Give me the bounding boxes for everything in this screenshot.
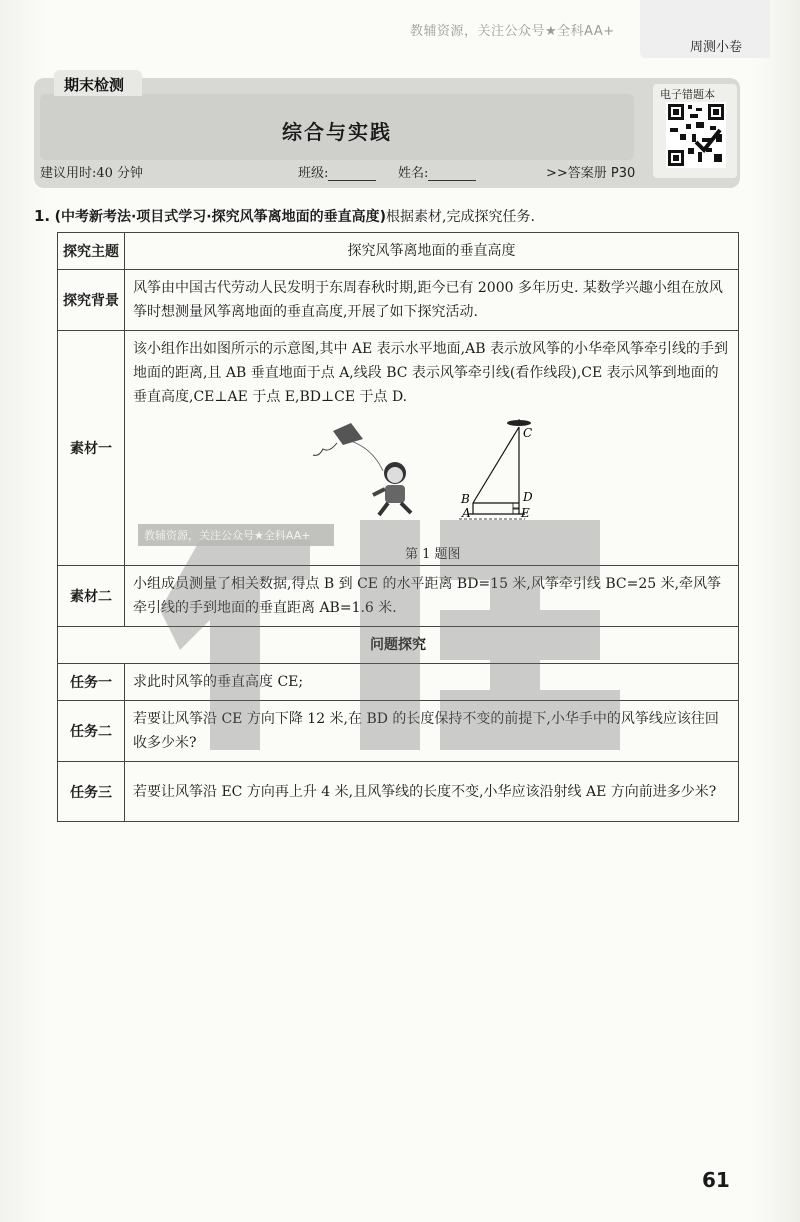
table-row [58,762,739,822]
class-label: 班级: [298,166,329,181]
row-content: 该小组作出如图所示的示意图,其中 AE 表示水平地面,AB 表示放风筝的小华牵风筝牵引线的手到地面的距离,且 AB 垂直地面于点 A,线段 BC 表示风筝牵引线(看作线段),CE 表示风筝到地面的垂直高度,CE⊥AE 于点 E,BD⊥CE 于点 D. [133,341,728,405]
table-row [58,566,739,627]
row-label: 素材一 [58,331,125,566]
section-tag: 期末检测 [54,70,142,96]
section-header-cell: 问题探究 [58,627,739,664]
geometry-diagram [459,419,533,520]
page-number: 61 [702,1168,730,1192]
point-e-label: E [521,506,530,520]
question-tag: (中考新考法·项目式学习·探究风筝离地面的垂直高度) [54,209,387,225]
corner-label: 周测小卷 [690,40,743,55]
name-label: 姓名: [398,166,429,181]
table-row [58,701,739,762]
table-row [58,233,739,270]
class-field [298,162,376,181]
row-label: 探究背景 [58,270,125,331]
kite-illustration [313,423,411,515]
row-label: 素材二 [58,566,125,627]
table-row [58,270,739,331]
table-row [58,664,739,701]
question-prompt: 根据素材,完成探究任务. [386,209,535,225]
row-label: 探究主题 [58,233,125,270]
class-blank [328,167,376,181]
top-watermark-note: 教辅资源，关注公众号★全科AA+ [410,24,615,39]
qr-code-icon[interactable] [666,102,726,168]
kite-figure [133,409,693,539]
row-content: 风筝由中国古代劳动人民发明于东周春秋时期,距今已有 2000 多年历史. 某数学兴趣小组在放风筝时想测量风筝离地面的垂直高度,开展了如下探究活动. [125,270,739,331]
row-content: 求此时风筝的垂直高度 CE; [125,664,739,701]
name-field [398,162,476,181]
point-a-label: A [462,506,471,520]
info-row [40,162,640,182]
row-content: 探究风筝离地面的垂直高度 [125,233,739,270]
point-c-label: C [523,426,533,440]
name-blank [428,167,476,181]
row-label: 任务二 [58,701,125,762]
table-row [58,627,739,664]
suggested-time: 建议用时:40 分钟 [40,166,144,181]
point-d-label: D [523,490,533,504]
row-content: 小组成员测量了相关数据,得点 B 到 CE 的水平距离 BD=15 米,风筝牵引线 BC=25 米,牵风筝牵引线的手到地面的垂直距离 AB=1.6 米. [125,566,739,627]
row-label: 任务三 [58,762,125,822]
page-title: 综合与实践 [282,120,392,144]
point-b-label: B [461,492,470,506]
qr-label: 电子错题本 [660,88,715,101]
row-content: 若要让风筝沿 CE 方向下降 12 米,在 BD 的长度保持不变的前提下,小华手中的风筝线应该往回收多少米? [125,701,739,762]
question-heading [34,206,535,226]
answer-reference: >>答案册 P30 [546,166,636,181]
row-label: 任务一 [58,664,125,701]
figure-caption: 第 1 题图 [405,547,461,562]
watermark-banner: 教辅资源，关注公众号★全科AA+ [138,524,334,546]
question-number: 1. [34,207,51,225]
row-content: 若要让风筝沿 EC 方向再上升 4 米,且风筝线的长度不变,小华应该沿射线 AE 方向前进多少米? [125,762,739,822]
